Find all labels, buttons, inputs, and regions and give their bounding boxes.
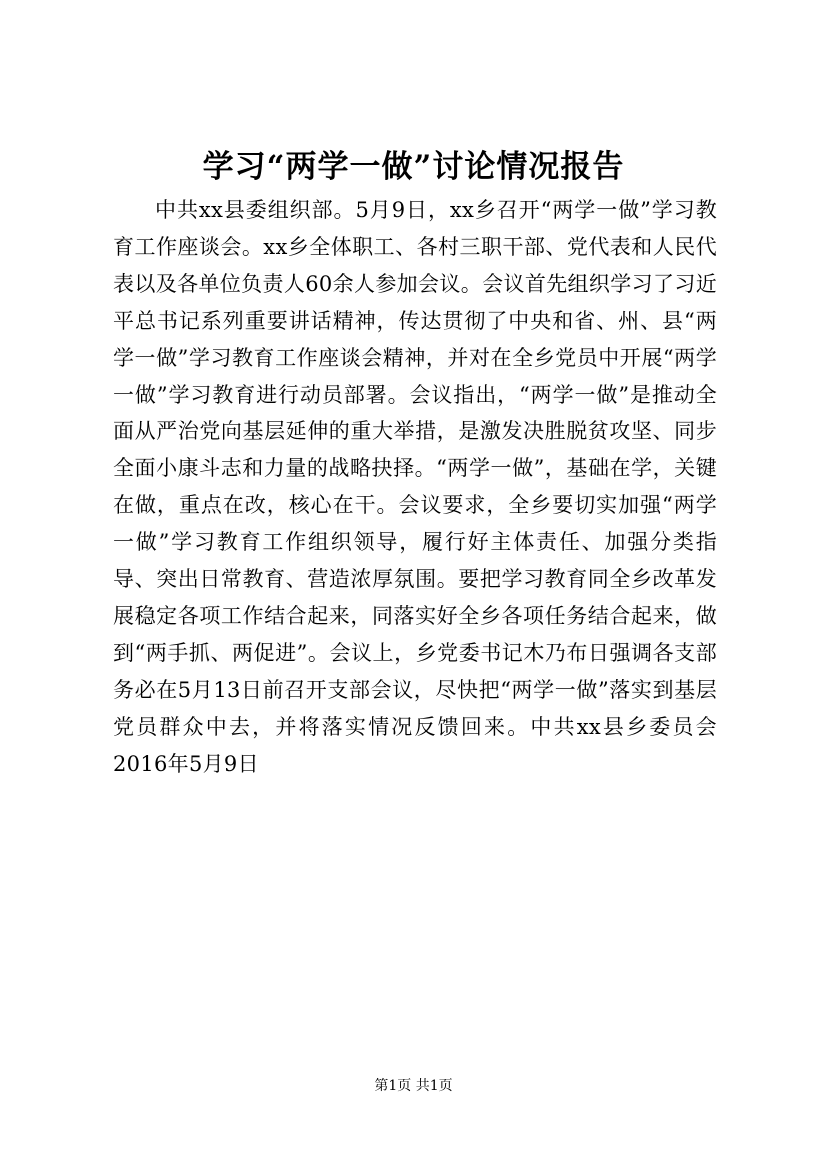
document-title: 学习“两学一做”讨论情况报告	[202, 149, 625, 185]
page-number: 第1页 共1页	[374, 1078, 453, 1094]
document-body: 中共xx县委组织部。5月9日，xx乡召开“两学一做”学习教育工作座谈会。xx乡全体职工、各村三职干部、党代表和人民代表以及各单位负责人60余人参加会议。会议首先组织学习了习近平总书记系列重要讲话精神，传达贯彻了中央和省、州、县“两学一做”学习教育工作座谈会精神，并对在全乡党员中开展“两学一做”学习教育进行动员部署。会议指出，“两学一做”是推动全面从严治党向基层延伸的重大举措，是激发决胜脱贫攻坚、同步全面小康斗志和力量的战略抉择。“两学一做”，基础在学，关键在做，重点在改，核心在干。会议要求，全乡要切实加强“两学一做”学习教育工作组织领导，履行好主体责任、加强分类指导、突出日常教育、营造浓厚氛围。要把学习教育同全乡改革发展稳定各项工作结合起来，同落实好全乡各项任务结合起来，做到“两手抓、两促进”。会议上，乡党委书记木乃布日强调各支部务必在5月13日前召开支部会议，尽快把“两学一做”落实到基层党员群众中去，并将落实情况反馈回来。中共xx县乡委员会2016年5月9日	[113, 198, 717, 776]
